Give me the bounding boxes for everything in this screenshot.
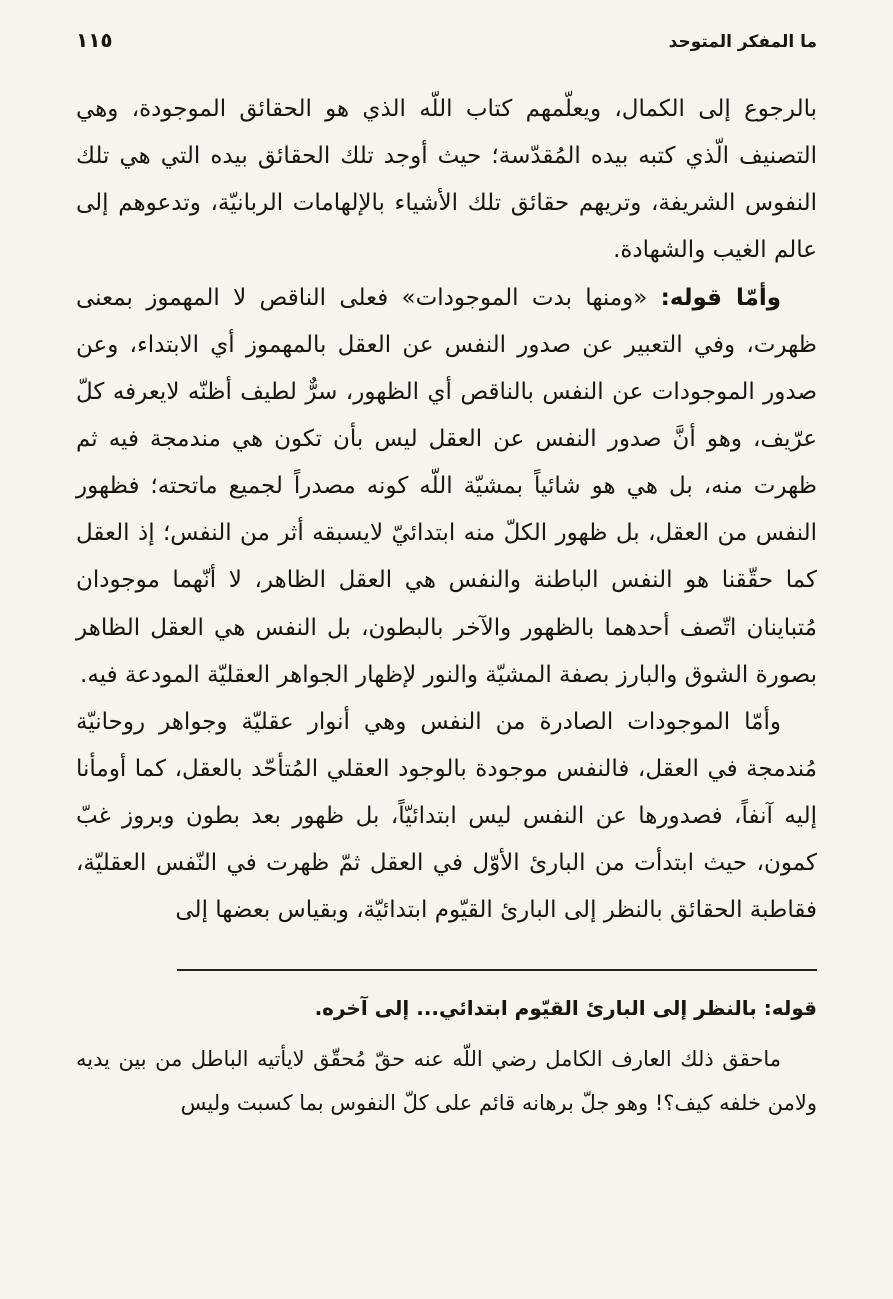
footnote-section [76, 987, 817, 1125]
running-title: ما المفكر المتوحد [668, 32, 817, 52]
footnote-separator [177, 969, 817, 971]
footnote-heading: قوله: بالنظر إلى البارئ القيّوم ابتدائي... إلى آخره. [314, 995, 817, 1020]
page-header [76, 28, 817, 52]
paragraph-text: بالرجوع إلى الكمال، ويعلّمهم كتاب اللّه الذي هو الحقائق الموجودة، وهي التصنيف الّذي كتبه بيده المُقدّسة؛ حيث أوجد تلك الحقائق بيده التي هي تلك النفوس الشريفة، وتريهم حقائق تلك الأشياء بالإلهامات الربانيّة، وتدعوهم إلى عالم الغيب والشهادة. [76, 96, 817, 264]
page-number: ١١٥ [76, 28, 113, 52]
footnote-text: ماحقق ذلك العارف الكامل رضي اللّه عنه حقّ مُحقّق لايأتيه الباطل من بين يديه ولامن خلفه كيف؟! وهو جلّ برهانه قائم على كلّ النفوس بما كسبت وليس [76, 1046, 817, 1115]
paragraph-emanation [76, 699, 817, 935]
main-text [76, 86, 817, 935]
paragraph-text: وأمّا الموجودات الصادرة من النفس وهي أنوار عقليّة وجواهر روحانيّة مُندمجة في العقل، فالنفس موجودة بالوجود العقلي المُتأحّد بالعقل، كما أومأنا إليه آنفاً، فصدورها عن النفس ليس ابتدائيّاً، بل ظهور بعد بطون وبروز غبّ كمون، حيث ابتدأت من البارئ الأوّل في العقل ثمّ ظهرت في النّفس العقليّة، فقاطبة الحقائق بالنظر إلى البارئ القيّوم ابتدائيّة، وبقياس بعضها إلى [76, 708, 817, 924]
paragraph-text: «ومنها بدت الموجودات» فعلى الناقص لا المهموز بمعنى ظهرت، وفي التعبير عن صدور النفس عن العقل بالمهموز أي الابتداء، وعن صدور الموجودات عن النفس بالناقص أي الظهور، سرٌّ لطيف أظنّه لايعرفه كلّ عرّيف، وهو أنَّ صدور النفس عن العقل ليس بأن تكون هي مندمجة فيه ثم ظهرت منه، بل هي هو شائياً بمشيّة اللّه كونه مصدراً لجميع ماتحته؛ فظهور النفس من العقل، بل ظهور الكلّ منه ابتدائيّ لايسبقه أثر من النفس؛ إذ العقل كما حقّقنا هو النفس الباطنة والنفس هي العقل الظاهر، لا أنّهما موجودان مُتباينان اتّصف أحدهما بالظهور والآخر بالبطون، بل النفس هي العقل الظاهر بصورة الشوق والبارز بصفة المشيّة والنور لإظهار الجواهر العقليّة المودعة فيه. [76, 284, 817, 688]
paragraph-lead: وأمّا قوله: [660, 284, 781, 311]
paragraph-continuation [76, 86, 817, 275]
paragraph-commentary [76, 275, 817, 699]
